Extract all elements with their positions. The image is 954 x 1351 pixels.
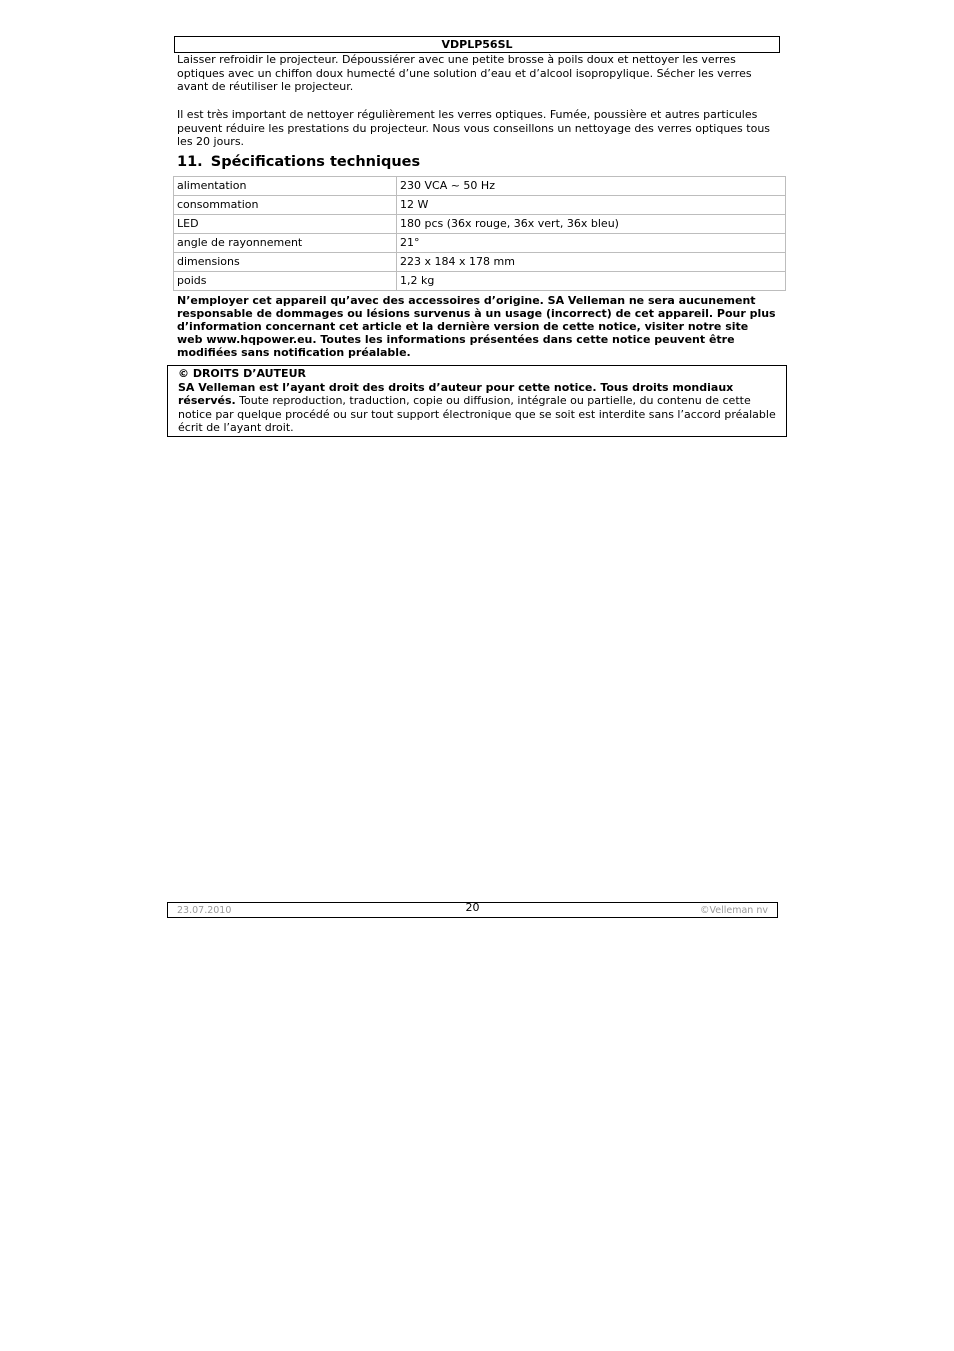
section-heading — [177, 153, 420, 172]
table-row — [174, 234, 786, 253]
copyright-text: Toute reproduction, traduction, copie ou diffusion, intégrale ou partielle, du contenu de cette notice par quelque procédé ou sur tout support électronique que se soit est interdite sans l’accord préalable écrit de l’ayant droit. — [178, 394, 776, 434]
spec-label: consommation — [174, 196, 397, 215]
table-row — [174, 253, 786, 272]
spec-value: 230 VCA ~ 50 Hz — [397, 177, 786, 196]
page-number: 20 — [465, 901, 480, 914]
spec-label: LED — [174, 215, 397, 234]
model-number: VDPLP56SL — [441, 38, 513, 51]
table-row — [174, 215, 786, 234]
table-row — [174, 177, 786, 196]
section-title: Spécifications techniques — [210, 154, 421, 170]
spec-label: dimensions — [174, 253, 397, 272]
spec-label: poids — [174, 272, 397, 291]
section-number: 11. — [177, 154, 203, 170]
spec-value: 223 x 184 x 178 mm — [397, 253, 786, 272]
spec-value: 1,2 kg — [397, 272, 786, 291]
spec-value: 180 pcs (36x rouge, 36x vert, 36x bleu) — [397, 215, 786, 234]
copyright-title: © DROITS D’AUTEUR — [178, 367, 306, 380]
cleaning-paragraph: Laisser refroidir le projecteur. Dépoussiérer avec une petite brosse à poils doux et nettoyer les verres optiques avec un chiffon doux humecté d’une solution d’eau et d’alcool isopropylique. Sécher les verres avant de réutiliser le projecteur. — [177, 53, 752, 93]
spec-value: 21° — [397, 234, 786, 253]
table-row — [174, 196, 786, 215]
spec-label: alimentation — [174, 177, 397, 196]
footer-date: 23.07.2010 — [177, 905, 232, 916]
table-row — [174, 272, 786, 291]
copyright-body — [178, 381, 786, 435]
spec-label: angle de rayonnement — [174, 234, 397, 253]
page-footer — [167, 902, 778, 918]
spec-value: 12 W — [397, 196, 786, 215]
document-header — [174, 36, 780, 53]
footer-copyright: ©Velleman nv — [700, 905, 768, 916]
warning-notice: N’employer cet appareil qu’avec des accessoires d’origine. SA Velleman ne sera aucunement responsable de dommages ou lésions survenus à un usage (incorrect) de cet appareil. Pour plus d’information concernant cet article et la dernière version de cette notice, visiter notre site web www.hqpower.eu. Toutes les informations présentées dans cette notice peuvent être modifiées sans notification préalable. — [177, 294, 776, 359]
copyright-bold-text: SA Velleman est l’ayant droit des droits d’auteur pour cette notice. Tous droits mondiaux réservés. — [178, 380, 734, 407]
maintenance-paragraph: Il est très important de nettoyer régulièrement les verres optiques. Fumée, poussière et autres particules peuvent réduire les prestations du projecteur. Nous vous conseillons un nettoyage des verres optiques tous les 20 jours. — [177, 108, 771, 148]
specifications-table — [173, 176, 786, 291]
copyright-box — [167, 365, 787, 437]
